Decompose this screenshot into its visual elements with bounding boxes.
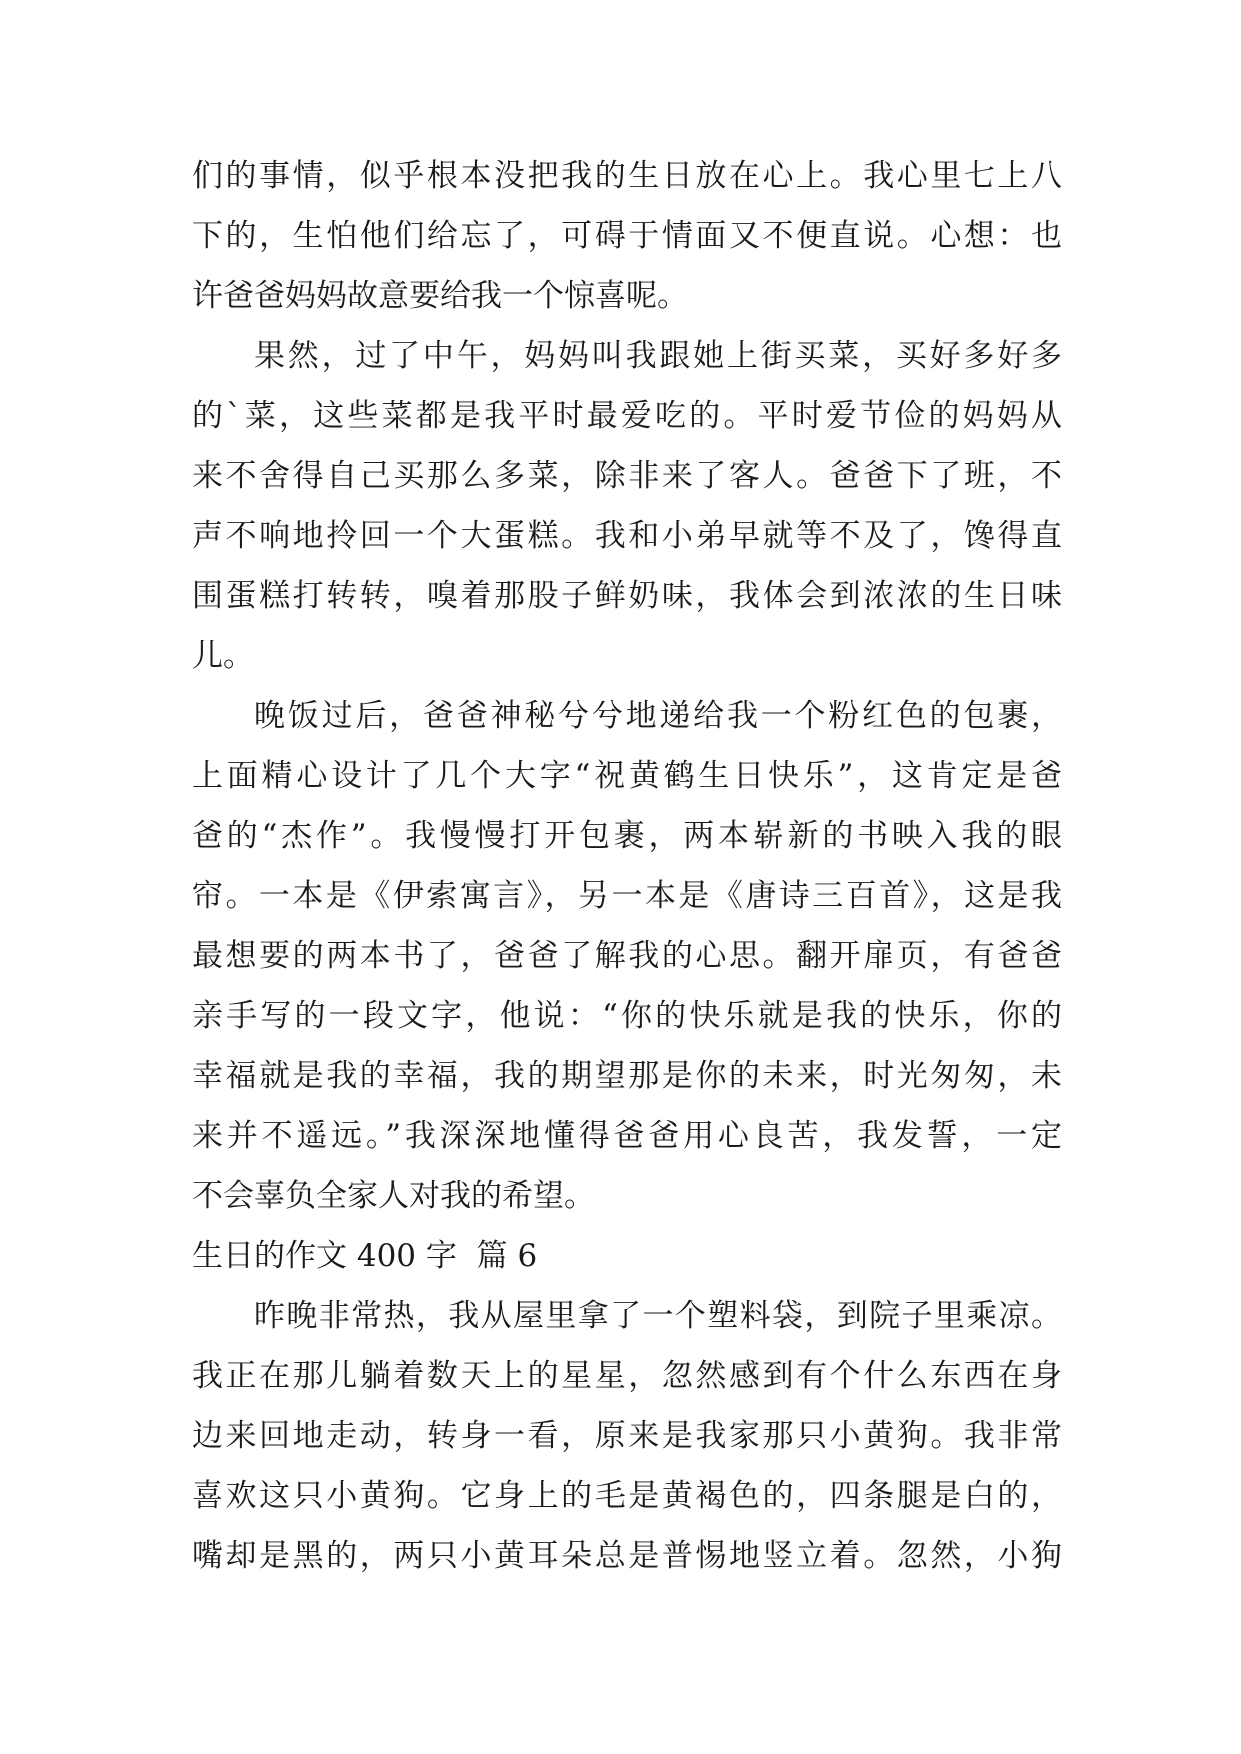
text-line: 嘴却是黑的，两只小黄耳朵总是普惕地竖立着。忽然，小狗	[192, 1538, 1062, 1574]
text-line: 边来回地走动，转身一看，原来是我家那只小黄狗。我非常	[192, 1418, 1062, 1454]
section-heading: 生日的作文 400 字 篇 6	[192, 1238, 538, 1274]
text-line: 上面精心设计了几个大字“祝黄鹤生日快乐”，这肯定是爸	[192, 758, 1062, 794]
text-line: 果然，过了中午，妈妈叫我跟她上街买菜，买好多好多	[254, 338, 1062, 374]
text-line: 喜欢这只小黄狗。它身上的毛是黄褐色的，四条腿是白的，	[192, 1478, 1062, 1514]
text-line: 声不响地拎回一个大蛋糕。我和小弟早就等不及了，馋得直	[192, 518, 1062, 554]
text-line: 们的事情，似乎根本没把我的生日放在心上。我心里七上八	[192, 158, 1062, 194]
text-line: 的`菜，这些菜都是我平时最爱吃的。平时爱节俭的妈妈从	[192, 398, 1062, 434]
text-line: 我正在那儿躺着数天上的星星，忽然感到有个什么东西在身	[192, 1358, 1062, 1394]
text-line: 最想要的两本书了，爸爸了解我的心思。翻开扉页，有爸爸	[192, 938, 1062, 974]
text-line: 儿。	[192, 638, 254, 674]
text-line: 下的，生怕他们给忘了，可碍于情面又不便直说。心想：也	[192, 218, 1062, 254]
text-line: 不会辜负全家人对我的希望。	[192, 1178, 595, 1214]
text-line: 来不舍得自己买那么多菜，除非来了客人。爸爸下了班，不	[192, 458, 1062, 494]
document-body	[192, 146, 1062, 1586]
text-line: 帘。一本是《伊索寓言》，另一本是《唐诗三百首》，这是我	[192, 878, 1062, 914]
text-line: 昨晚非常热，我从屋里拿了一个塑料袋，到院子里乘凉。	[254, 1298, 1062, 1334]
text-line: 幸福就是我的幸福，我的期望那是你的未来，时光匆匆，未	[192, 1058, 1062, 1094]
text-line: 许爸爸妈妈故意要给我一个惊喜呢。	[192, 278, 688, 314]
text-line: 围蛋糕打转转，嗅着那股子鲜奶味，我体会到浓浓的生日味	[192, 578, 1062, 614]
text-line: 亲手写的一段文字，他说：“你的快乐就是我的快乐，你的	[192, 998, 1062, 1034]
text-line: 来并不遥远。”我深深地懂得爸爸用心良苦，我发誓，一定	[192, 1118, 1062, 1154]
text-line: 晚饭过后，爸爸神秘兮兮地递给我一个粉红色的包裹，	[254, 698, 1062, 734]
text-line: 爸的“杰作”。我慢慢打开包裹，两本崭新的书映入我的眼	[192, 818, 1062, 854]
